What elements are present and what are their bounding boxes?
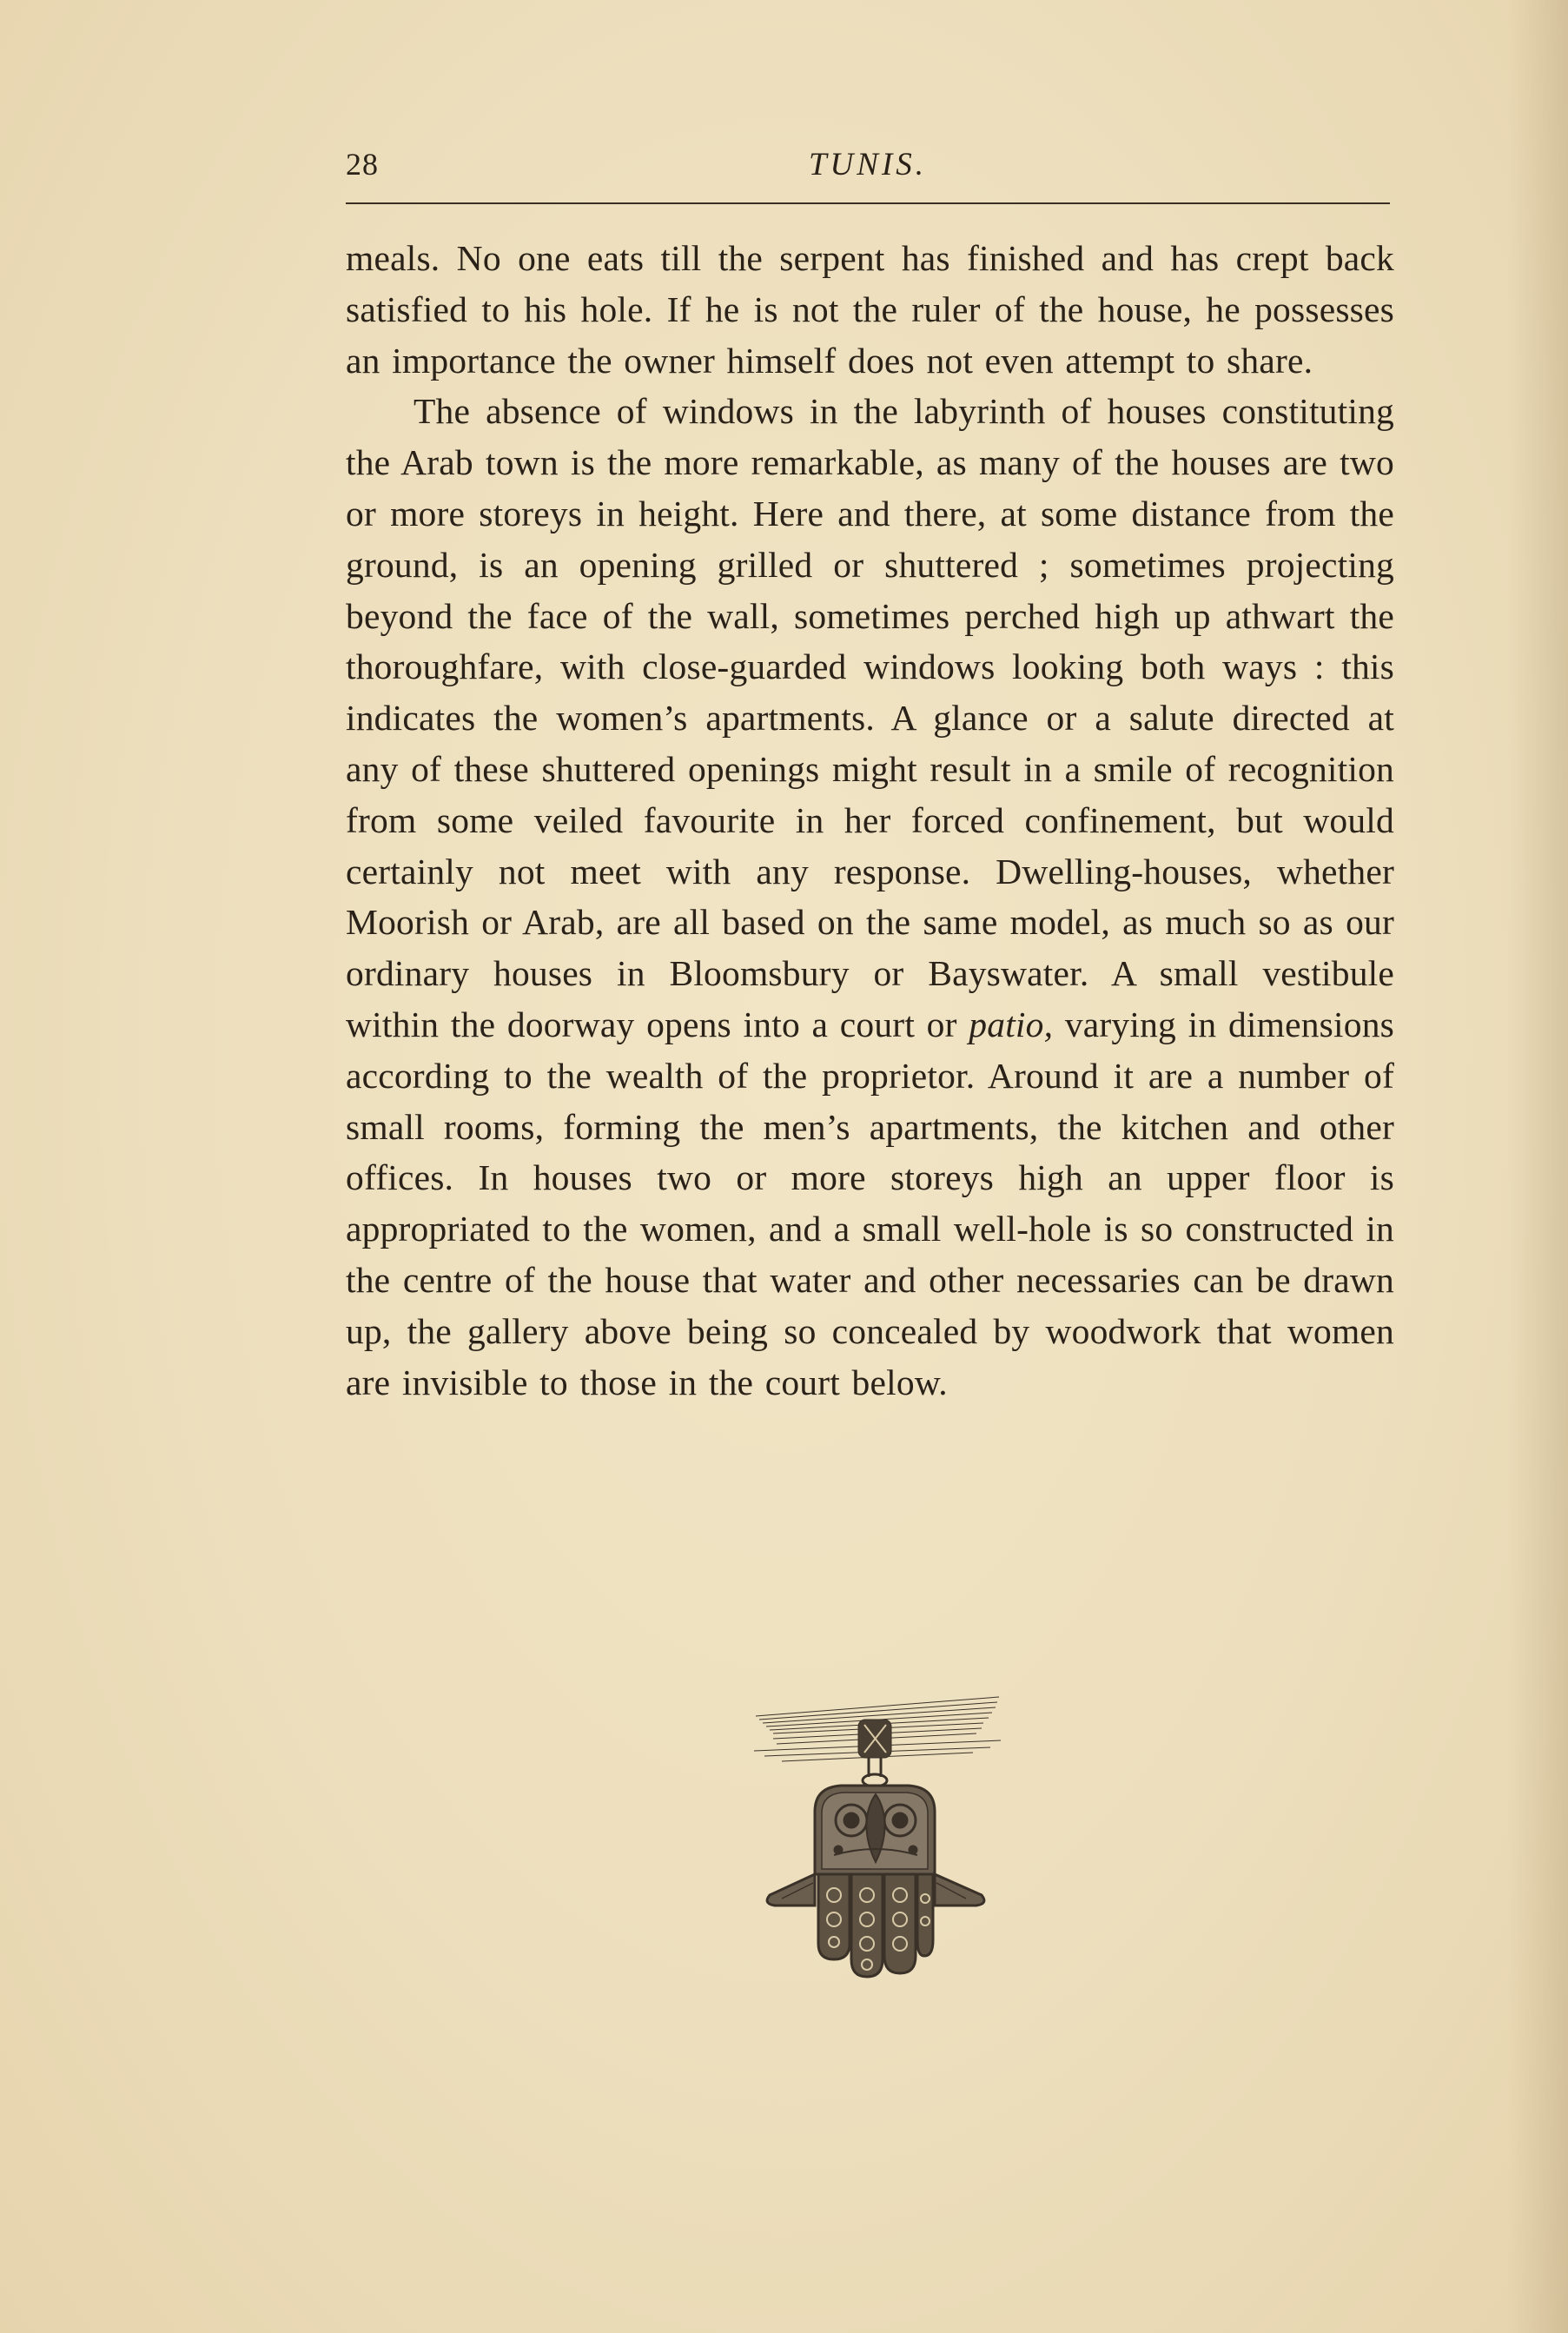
body-text — [346, 233, 1394, 1408]
header-rule — [346, 202, 1390, 204]
running-head — [346, 146, 1390, 198]
paragraph-text: The absence of windows in the labyrinth of houses constituting the Arab town is the more remarkable, as many of the houses are two or more storeys in height. Here and there, at some distance from the ground, is an opening grilled or shuttered ; sometimes projecting beyond the face of the wall, sometimes perched high up athwart the thoroughfare, with close-guarded windows looking both ways : this indicates the women’s apartments. A glance or a salute directed at any of these shuttered openings might result in a smile of recognition from some veiled favourite in her forced confinement, but would certainly not meet with any response. Dwelling-houses, whether Moorish or Arab, are all based on the same model, as much so as our ordinary houses in Bloomsbury or Bayswater. A small vestibule within the doorway opens into a court or — [346, 391, 1394, 1044]
paragraph: meals. No one eats till the serpent has finished and has crept back satisfied to his hole. If he is not the ruler of the house, he possesses an importance the owner himself does not even attempt to share. — [346, 238, 1394, 381]
italic-term: patio, — [969, 1004, 1054, 1044]
page-number: 28 — [346, 147, 379, 182]
hamsa-hand-icon — [747, 1690, 1008, 1985]
paragraph-text: varying in dimensions according to the wealth of the proprietor. Around it are a number of small rooms, forming the men’s apartments, the kitchen and other offices. In houses two or more storeys high an upper floor is appropriated to the women, and a small well-hole is so constructed in the centre of the house that water and other necessaries can be drawn up, the gallery above being so concealed by woodwork that women are invisible to those in the court below. — [346, 1004, 1395, 1402]
paragraph — [346, 386, 1394, 1408]
page-edge-shadow — [1507, 0, 1568, 2333]
running-title: TUNIS. — [808, 147, 928, 182]
